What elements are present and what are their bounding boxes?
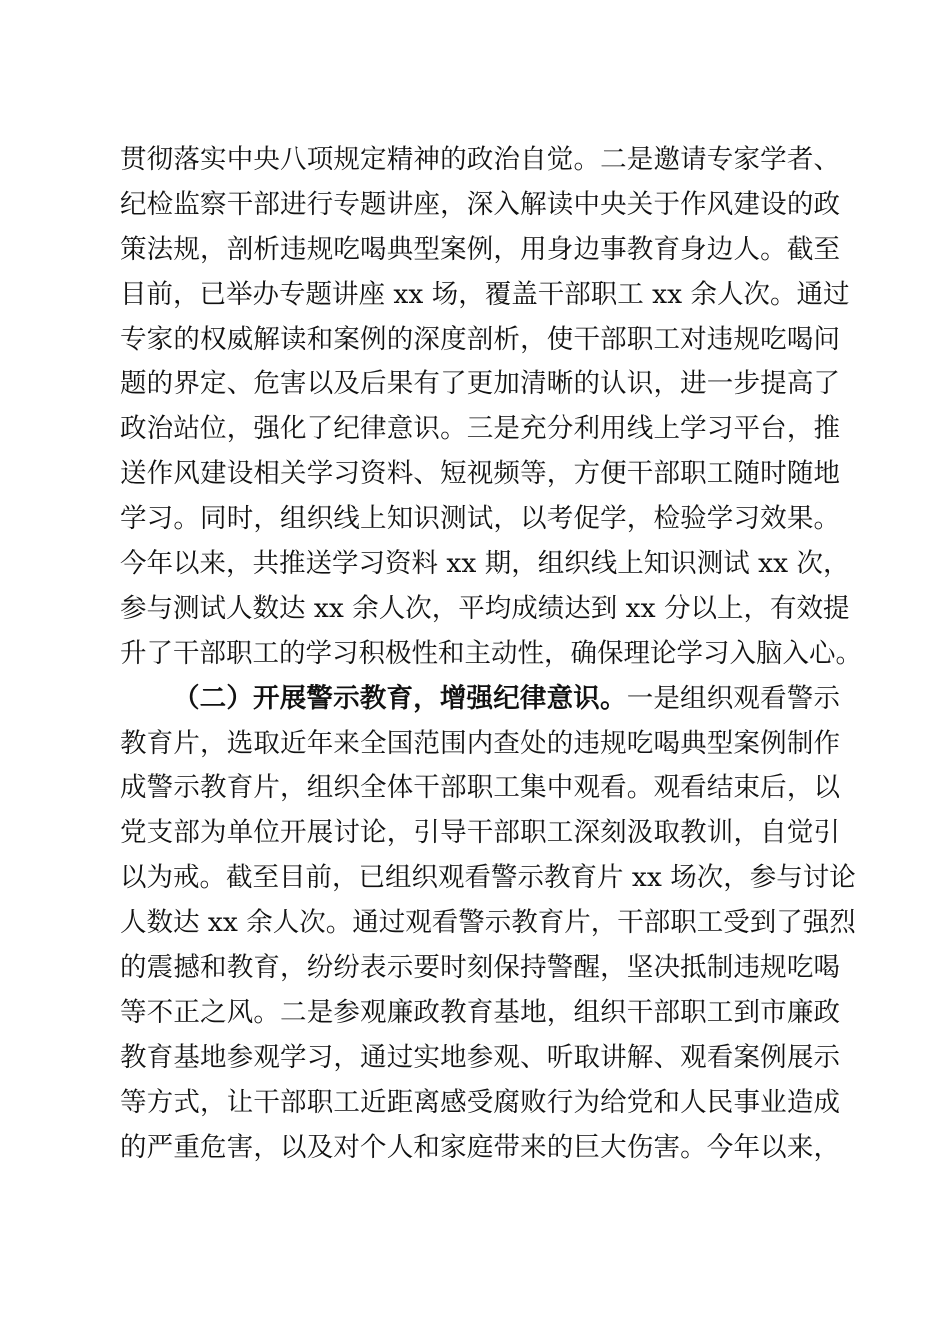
paragraph-2-line: 以为戒。截至目前，已组织观看警示教育片 xx 场次，参与讨论	[120, 862, 856, 894]
paragraph-2-line: 成警示教育片，组织全体干部职工集中观看。观看结束后，以	[120, 772, 840, 804]
paragraph-1-line: 学习。同时，组织线上知识测试，以考促学，检验学习效果。	[120, 503, 840, 535]
section-heading: （二）开展警示教育，增强纪律意识。	[173, 682, 627, 714]
paragraph-1-line: 今年以来，共推送学习资料 xx 期，组织线上知识测试 xx 次，	[120, 548, 850, 580]
paragraph-1-line: 策法规，剖析违规吃喝典型案例，用身边事教育身边人。截至	[120, 233, 840, 265]
paragraph-2-first-line	[120, 677, 840, 722]
paragraph-2-line: 的震撼和教育，纷纷表示要时刻保持警醒，坚决抵制违规吃喝	[120, 952, 840, 984]
paragraph-1-line: 目前，已举办专题讲座 xx 场，覆盖干部职工 xx 余人次。通过	[120, 278, 850, 310]
paragraph-1-line: 送作风建设相关学习资料、短视频等，方便干部职工随时随地	[120, 458, 840, 490]
paragraph-2-line: 的严重危害，以及对个人和家庭带来的巨大伤害。今年以来，	[120, 1131, 840, 1163]
paragraph-1-line: 纪检监察干部进行专题讲座，深入解读中央关于作风建设的政	[120, 188, 840, 220]
paragraph-1-line: 政治站位，强化了纪律意识。三是充分利用线上学习平台，推	[120, 413, 840, 445]
paragraph-2-line: 教育基地参观学习，通过实地参观、听取讲解、观看案例展示	[120, 1041, 840, 1073]
paragraph-2-line: 人数达 xx 余人次。通过观看警示教育片，干部职工受到了强烈	[120, 907, 856, 939]
paragraph-2-first-line-text: 一是组织观看警示	[626, 682, 840, 714]
paragraph-2-line: 党支部为单位开展讨论，引导干部职工深刻汲取教训，自觉引	[120, 817, 840, 849]
document-body	[120, 138, 862, 1170]
paragraph-1-line: 题的界定、危害以及后果有了更加清晰的认识，进一步提高了	[120, 368, 840, 400]
paragraph-2-line: 等不正之风。二是参观廉政教育基地，组织干部职工到市廉政	[120, 996, 840, 1028]
paragraph-2-line: 教育片，选取近年来全国范围内查处的违规吃喝典型案例制作	[120, 727, 840, 759]
paragraph-2-line: 等方式，让干部职工近距离感受腐败行为给党和人民事业造成	[120, 1086, 840, 1118]
paragraph-1-line: 贯彻落实中央八项规定精神的政治自觉。二是邀请专家学者、	[120, 144, 840, 175]
paragraph-1-line: 专家的权威解读和案例的深度剖析，使干部职工对违规吃喝问	[120, 323, 840, 355]
paragraph-1-line: 升了干部职工的学习积极性和主动性，确保理论学习入脑入心。	[120, 637, 862, 669]
paragraph-1-line: 参与测试人数达 xx 余人次，平均成绩达到 xx 分以上，有效提	[120, 592, 850, 624]
